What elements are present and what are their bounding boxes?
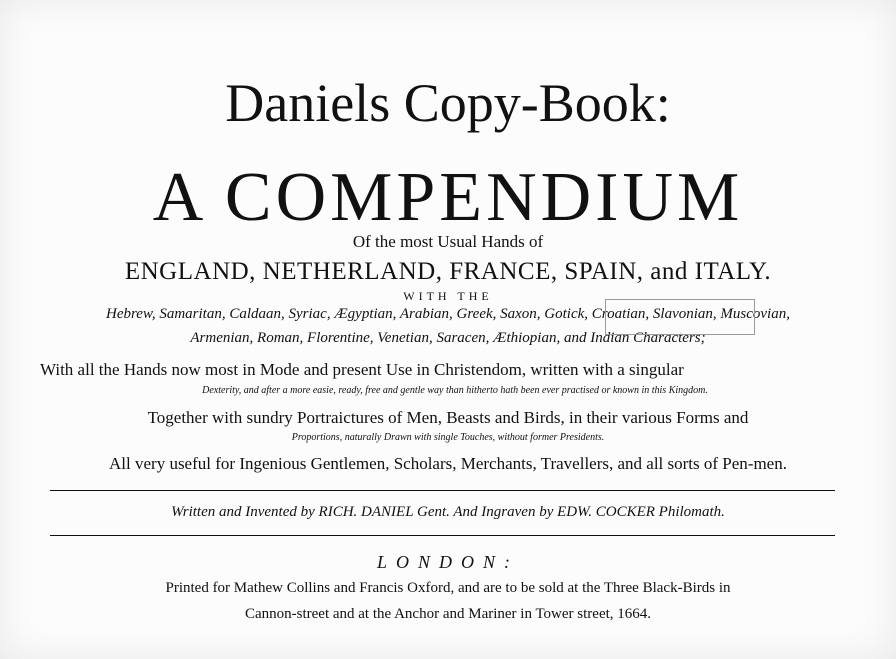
- paragraph-1-small: Dexterity, and after a more easie, ready, free and gentle way than hitherto hath been ever practised or known in this Kingdom.: [202, 385, 708, 396]
- languages-line-1: Hebrew, Samaritan, Caldaan, Syriac, Ægyptian, Arabian, Greek, Saxon, Gotick, Croatian, Slavonian, Muscovian,: [106, 306, 790, 322]
- author-line: Written and Invented by RICH. DANIEL Gent. And Ingraven by EDW. COCKER Philomath.: [171, 504, 725, 520]
- countries-line: ENGLAND, NETHERLAND, FRANCE, SPAIN, and ITALY.: [124, 258, 772, 285]
- subtitle: Of the most Usual Hands of: [352, 232, 544, 251]
- divider-top: [50, 490, 835, 491]
- place-of-publication: LONDON:: [376, 552, 519, 572]
- divider-bottom: [50, 535, 835, 536]
- selection-box: [605, 299, 755, 335]
- languages-line-2: Armenian, Roman, Florentine, Venetian, Saracen, Æthiopian, and Indian Characters;: [190, 330, 706, 346]
- title-line-1: Daniels Copy-Book:: [225, 73, 671, 133]
- title-line-2: A COMPENDIUM: [152, 159, 744, 236]
- paragraph-2: Together with sundry Portraictures of Men, Beasts and Birds, in their various Forms and: [147, 408, 749, 427]
- with-the-line: WITH THE: [403, 289, 493, 303]
- paragraph-1: With all the Hands now most in Mode and present Use in Christendom, written with a singular: [40, 360, 684, 379]
- paragraph-3: All very useful for Ingenious Gentlemen, Scholars, Merchants, Travellers, and all sorts of Pen-men.: [109, 454, 787, 473]
- imprint-line-2: Cannon-street and at the Anchor and Mariner in Tower street, 1664.: [244, 606, 652, 622]
- imprint-line-1: Printed for Mathew Collins and Francis Oxford, and are to be sold at the Three Black-Birds in: [165, 580, 731, 596]
- paragraph-2-small: Proportions, naturally Drawn with single Touches, without former Presidents.: [291, 432, 605, 443]
